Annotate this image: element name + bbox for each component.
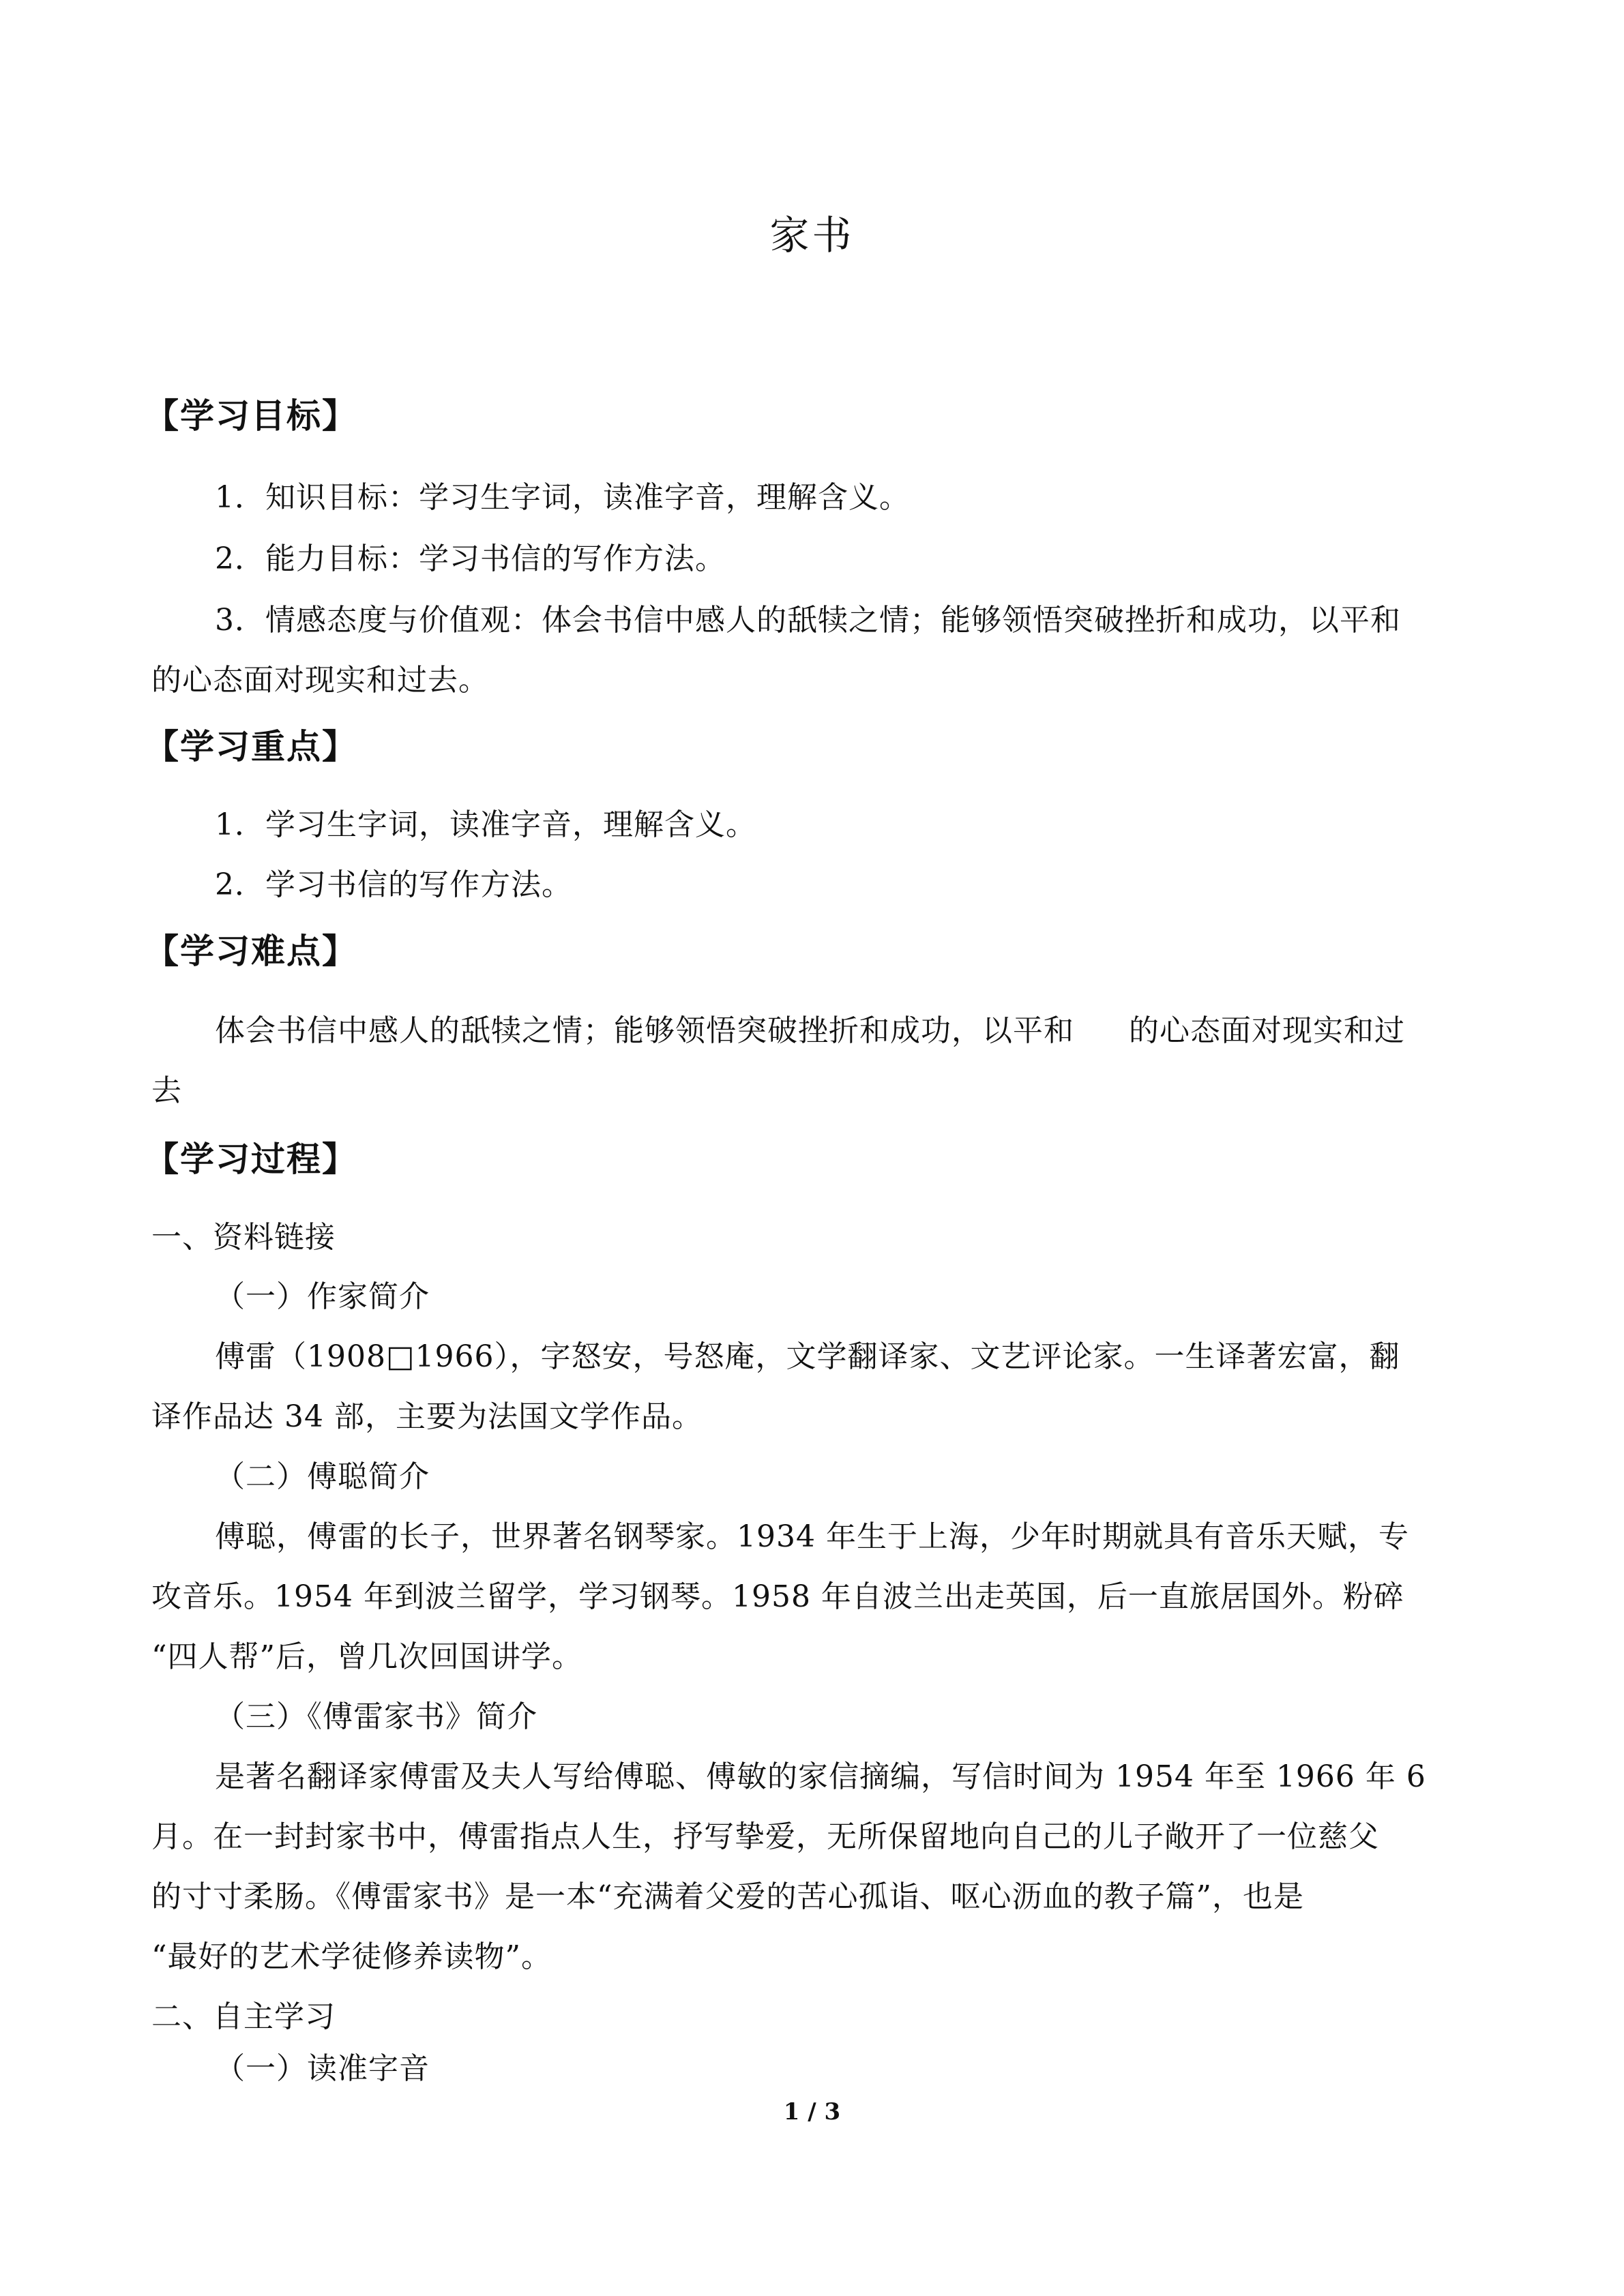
process-part-2-title: 二、自主学习 (151, 1999, 336, 2034)
section-heading-difficulties: 【学习难点】 (145, 931, 357, 971)
page-number: 1 / 3 (783, 2098, 841, 2126)
goal-item-3: 3．情感态度与价值观：体会书信中感人的舐犊之情；能够领悟突破挫折和成功，以平和 (215, 603, 1401, 638)
document-title: 家书 (769, 212, 855, 258)
goal-item-2: 2．能力目标：学习书信的写作方法。 (215, 541, 726, 576)
son-intro-line-2: 攻音乐。1954 年到波兰留学，学习钢琴。1958 年自波兰出走英国，后一直旅居国外。粉碎 (151, 1579, 1404, 1614)
book-intro-line-2: 月。在一封封家书中，傅雷指点人生，抒写挚爱，无所保留地向自己的儿子敞开了一位慈父 (151, 1819, 1379, 1854)
author-intro-line-2: 译作品达 34 部，主要为法国文学作品。 (151, 1399, 703, 1434)
son-intro-title: （二）傅聪简介 (215, 1459, 430, 1494)
key-point-item-1: 1．学习生字词，读准字音，理解含义。 (215, 807, 756, 842)
book-intro-line-1: 是著名翻译家傅雷及夫人写给傅聪、傅敏的家信摘编，写信时间为 1954 年至 1966 年 6 (215, 1759, 1426, 1794)
book-intro-title: （三）《傅雷家书》简介 (215, 1699, 537, 1734)
section-heading-process: 【学习过程】 (145, 1139, 357, 1179)
goal-item-3-continued: 的心态面对现实和过去。 (151, 663, 489, 698)
process-part-1-title: 一、资料链接 (151, 1220, 336, 1255)
son-intro-line-3: “四人帮”后，曾几次回国讲学。 (151, 1639, 582, 1674)
section-heading-key-points: 【学习重点】 (145, 727, 357, 766)
key-point-item-2: 2．学习书信的写作方法。 (215, 867, 572, 902)
son-intro-line-1: 傅聪，傅雷的长子，世界著名钢琴家。1934 年生于上海，少年时期就具有音乐天赋，专 (215, 1519, 1409, 1554)
difficulty-text-part-1: 体会书信中感人的舐犊之情；能够领悟突破挫折和成功，以平和 (215, 1013, 1074, 1048)
difficulty-line-2: 去 (151, 1073, 182, 1108)
section-heading-goals: 【学习目标】 (145, 396, 357, 436)
book-intro-line-3: 的寸寸柔肠。《傅雷家书》是一本“充满着父爱的苦心孤诣、呕心沥血的教子篇”，也是 (151, 1879, 1304, 1914)
book-intro-line-4: “最好的艺术学徒修养读物”。 (151, 1939, 552, 1974)
author-intro-line-1: 傅雷（1908□1966），字怒安，号怒庵，文学翻译家、文艺评论家。一生译著宏富，翻 (215, 1339, 1400, 1374)
goal-item-1: 1．知识目标：学习生字词，读准字音，理解含义。 (215, 480, 910, 515)
author-intro-title: （一）作家简介 (215, 1279, 430, 1314)
difficulty-text-part-2: 的心态面对现实和过 (1129, 1013, 1405, 1048)
difficulty-line-1 (215, 1004, 1405, 1058)
pronunciation-title: （一）读准字音 (215, 2051, 430, 2086)
